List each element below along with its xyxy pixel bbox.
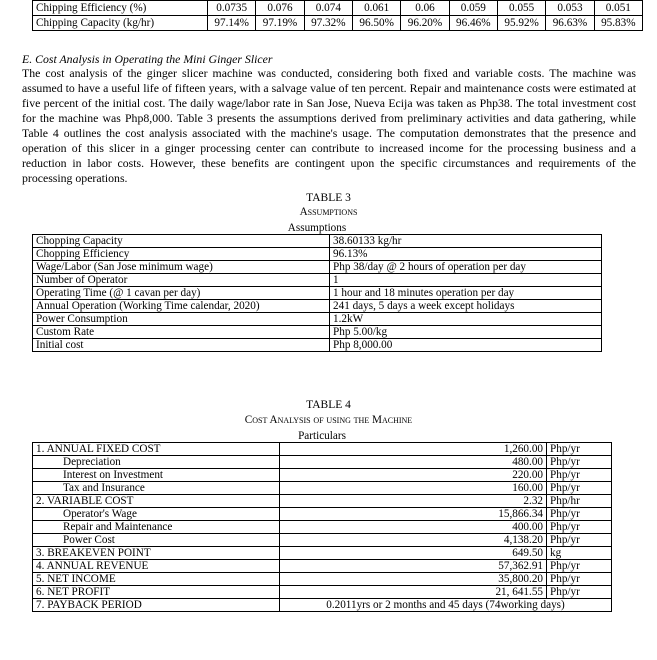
efficiency-capacity-table <box>32 0 643 31</box>
table-cell: 0.061 <box>352 1 400 16</box>
table-cell: 97.32% <box>304 16 352 31</box>
table4-title: Cost Analysis of using the Machine <box>244 414 413 426</box>
table-row <box>33 300 602 313</box>
table-cell: 0.051 <box>594 1 642 16</box>
table-row <box>33 339 602 352</box>
row-value: 35,800.20 <box>280 573 547 586</box>
table-cell: 0.0735 <box>208 1 256 16</box>
row-unit: Php/yr <box>547 456 612 469</box>
row-value: 480.00 <box>280 456 547 469</box>
row-label: 1. ANNUAL FIXED COST <box>33 443 280 456</box>
row-label: Wage/Labor (San Jose minimum wage) <box>33 261 330 274</box>
table-header-row <box>33 222 602 235</box>
section-heading: E. Cost Analysis in Operating the Mini Ginger Slicer <box>22 52 273 66</box>
cost-analysis-table <box>32 430 612 612</box>
table-cell: 0.076 <box>256 1 304 16</box>
table4-number: TABLE 4 <box>306 399 351 411</box>
row-value: 21, 641.55 <box>280 586 547 599</box>
table-header-row <box>33 430 612 443</box>
row-value: 649.50 <box>280 547 547 560</box>
row-label: Annual Operation (Working Time calendar, 2020) <box>33 300 330 313</box>
row-unit: Php/yr <box>547 508 612 521</box>
row-value: Php 8,000.00 <box>330 339 602 352</box>
row-value: 220.00 <box>280 469 547 482</box>
row-label: 7. PAYBACK PERIOD <box>33 599 280 612</box>
row-label: 2. VARIABLE COST <box>33 495 280 508</box>
row-label: Chopping Efficiency <box>33 248 330 261</box>
row-unit: Php/yr <box>547 469 612 482</box>
table-row <box>33 495 612 508</box>
row-value: 1,260.00 <box>280 443 547 456</box>
table-row <box>33 1 643 16</box>
table-row <box>33 248 602 261</box>
table-cell: 0.053 <box>546 1 594 16</box>
table-header: Particulars <box>33 430 612 443</box>
payback-value: 0.2011yrs or 2 months and 45 days (74working days) <box>280 599 612 612</box>
row-value: 1 hour and 18 minutes operation per day <box>330 287 602 300</box>
table-cell: 96.46% <box>449 16 497 31</box>
table-row <box>33 560 612 573</box>
table-row <box>33 16 643 31</box>
table-cell: 0.074 <box>304 1 352 16</box>
row-unit: kg <box>547 547 612 560</box>
table-row <box>33 586 612 599</box>
row-unit: Php/yr <box>547 586 612 599</box>
row-unit: Php/hr <box>547 495 612 508</box>
table-cell: 0.06 <box>401 1 449 16</box>
row-unit: Php/yr <box>547 443 612 456</box>
row-value: 96.13% <box>330 248 602 261</box>
table-row <box>33 521 612 534</box>
table-row <box>33 313 602 326</box>
row-unit: Php/yr <box>547 560 612 573</box>
row-label: Tax and Insurance <box>33 482 280 495</box>
table-cell: 96.63% <box>546 16 594 31</box>
row-unit: Php/yr <box>547 534 612 547</box>
table-row <box>33 547 612 560</box>
table-cell: 0.055 <box>497 1 545 16</box>
table-cell: 95.92% <box>497 16 545 31</box>
row-label: Number of Operator <box>33 274 330 287</box>
table-row <box>33 534 612 547</box>
table-row <box>33 235 602 248</box>
row-unit: Php/yr <box>547 482 612 495</box>
row-label: Depreciation <box>33 456 280 469</box>
row-value: 1 <box>330 274 602 287</box>
table3-number: TABLE 3 <box>306 192 351 204</box>
table-row <box>33 443 612 456</box>
section-body-paragraph: The cost analysis of the ginger slicer machine was conducted, considering both fixed and variable costs. The machine was assumed to have a useful life of fifteen years, with a salvage value of ten percent. Repair and maintenance costs were estimated at five percent of the initial cost. The daily wage/labor rate in San Jose, Nueva Ecija was taken as Php38. The total investment cost for the machine was Php8,000. Table 3 presents the assumptions derived from preliminary activities and data gathering, while Table 4 outlines the cost analysis associated with the machine's usage. The computation demonstrates that the presence and operation of this slicer in a ginger processing center can contribute to increased income for the processing business and a reduction in labor costs. However, these benefits are contingent upon the specific circumstances and requirements of the processing operations. <box>22 66 636 185</box>
table-cell: 0.059 <box>449 1 497 16</box>
row-value: 160.00 <box>280 482 547 495</box>
table-row <box>33 274 602 287</box>
table-row <box>33 573 612 586</box>
row-label: Initial cost <box>33 339 330 352</box>
row-value: Php 5.00/kg <box>330 326 602 339</box>
row-value: 2.32 <box>280 495 547 508</box>
table-cell: 96.20% <box>401 16 449 31</box>
row-label: Power Cost <box>33 534 280 547</box>
row-value: 38.60133 kg/hr <box>330 235 602 248</box>
row-label: Chipping Efficiency (%) <box>33 1 208 16</box>
row-value: 57,362.91 <box>280 560 547 573</box>
table-row <box>33 508 612 521</box>
table-row <box>33 326 602 339</box>
table-cell: 96.50% <box>352 16 400 31</box>
row-unit: Php/yr <box>547 573 612 586</box>
table-cell: 97.19% <box>256 16 304 31</box>
assumptions-table <box>32 222 602 352</box>
table-cell: 97.14% <box>208 16 256 31</box>
row-label: Operating Time (@ 1 cavan per day) <box>33 287 330 300</box>
row-label: 4. ANNUAL REVENUE <box>33 560 280 573</box>
table-header: Assumptions <box>33 222 602 235</box>
table-row <box>33 469 612 482</box>
table-row <box>33 599 612 612</box>
row-unit: Php/yr <box>547 521 612 534</box>
table-row <box>33 456 612 469</box>
row-value: 241 days, 5 days a week except holidays <box>330 300 602 313</box>
row-value: 1.2kW <box>330 313 602 326</box>
row-label: Repair and Maintenance <box>33 521 280 534</box>
table-row <box>33 261 602 274</box>
row-label: 6. NET PROFIT <box>33 586 280 599</box>
table-row <box>33 287 602 300</box>
row-value: 4,138.20 <box>280 534 547 547</box>
row-value: Php 38/day @ 2 hours of operation per day <box>330 261 602 274</box>
table-cell: 95.83% <box>594 16 642 31</box>
table-row <box>33 482 612 495</box>
row-label: Custom Rate <box>33 326 330 339</box>
row-value: 400.00 <box>280 521 547 534</box>
row-label: Interest on Investment <box>33 469 280 482</box>
table3-title: Assumptions <box>299 206 358 218</box>
row-label: Power Consumption <box>33 313 330 326</box>
row-value: 15,866.34 <box>280 508 547 521</box>
row-label: Chopping Capacity <box>33 235 330 248</box>
row-label: 5. NET INCOME <box>33 573 280 586</box>
row-label: 3. BREAKEVEN POINT <box>33 547 280 560</box>
row-label: Chipping Capacity (kg/hr) <box>33 16 208 31</box>
row-label: Operator's Wage <box>33 508 280 521</box>
